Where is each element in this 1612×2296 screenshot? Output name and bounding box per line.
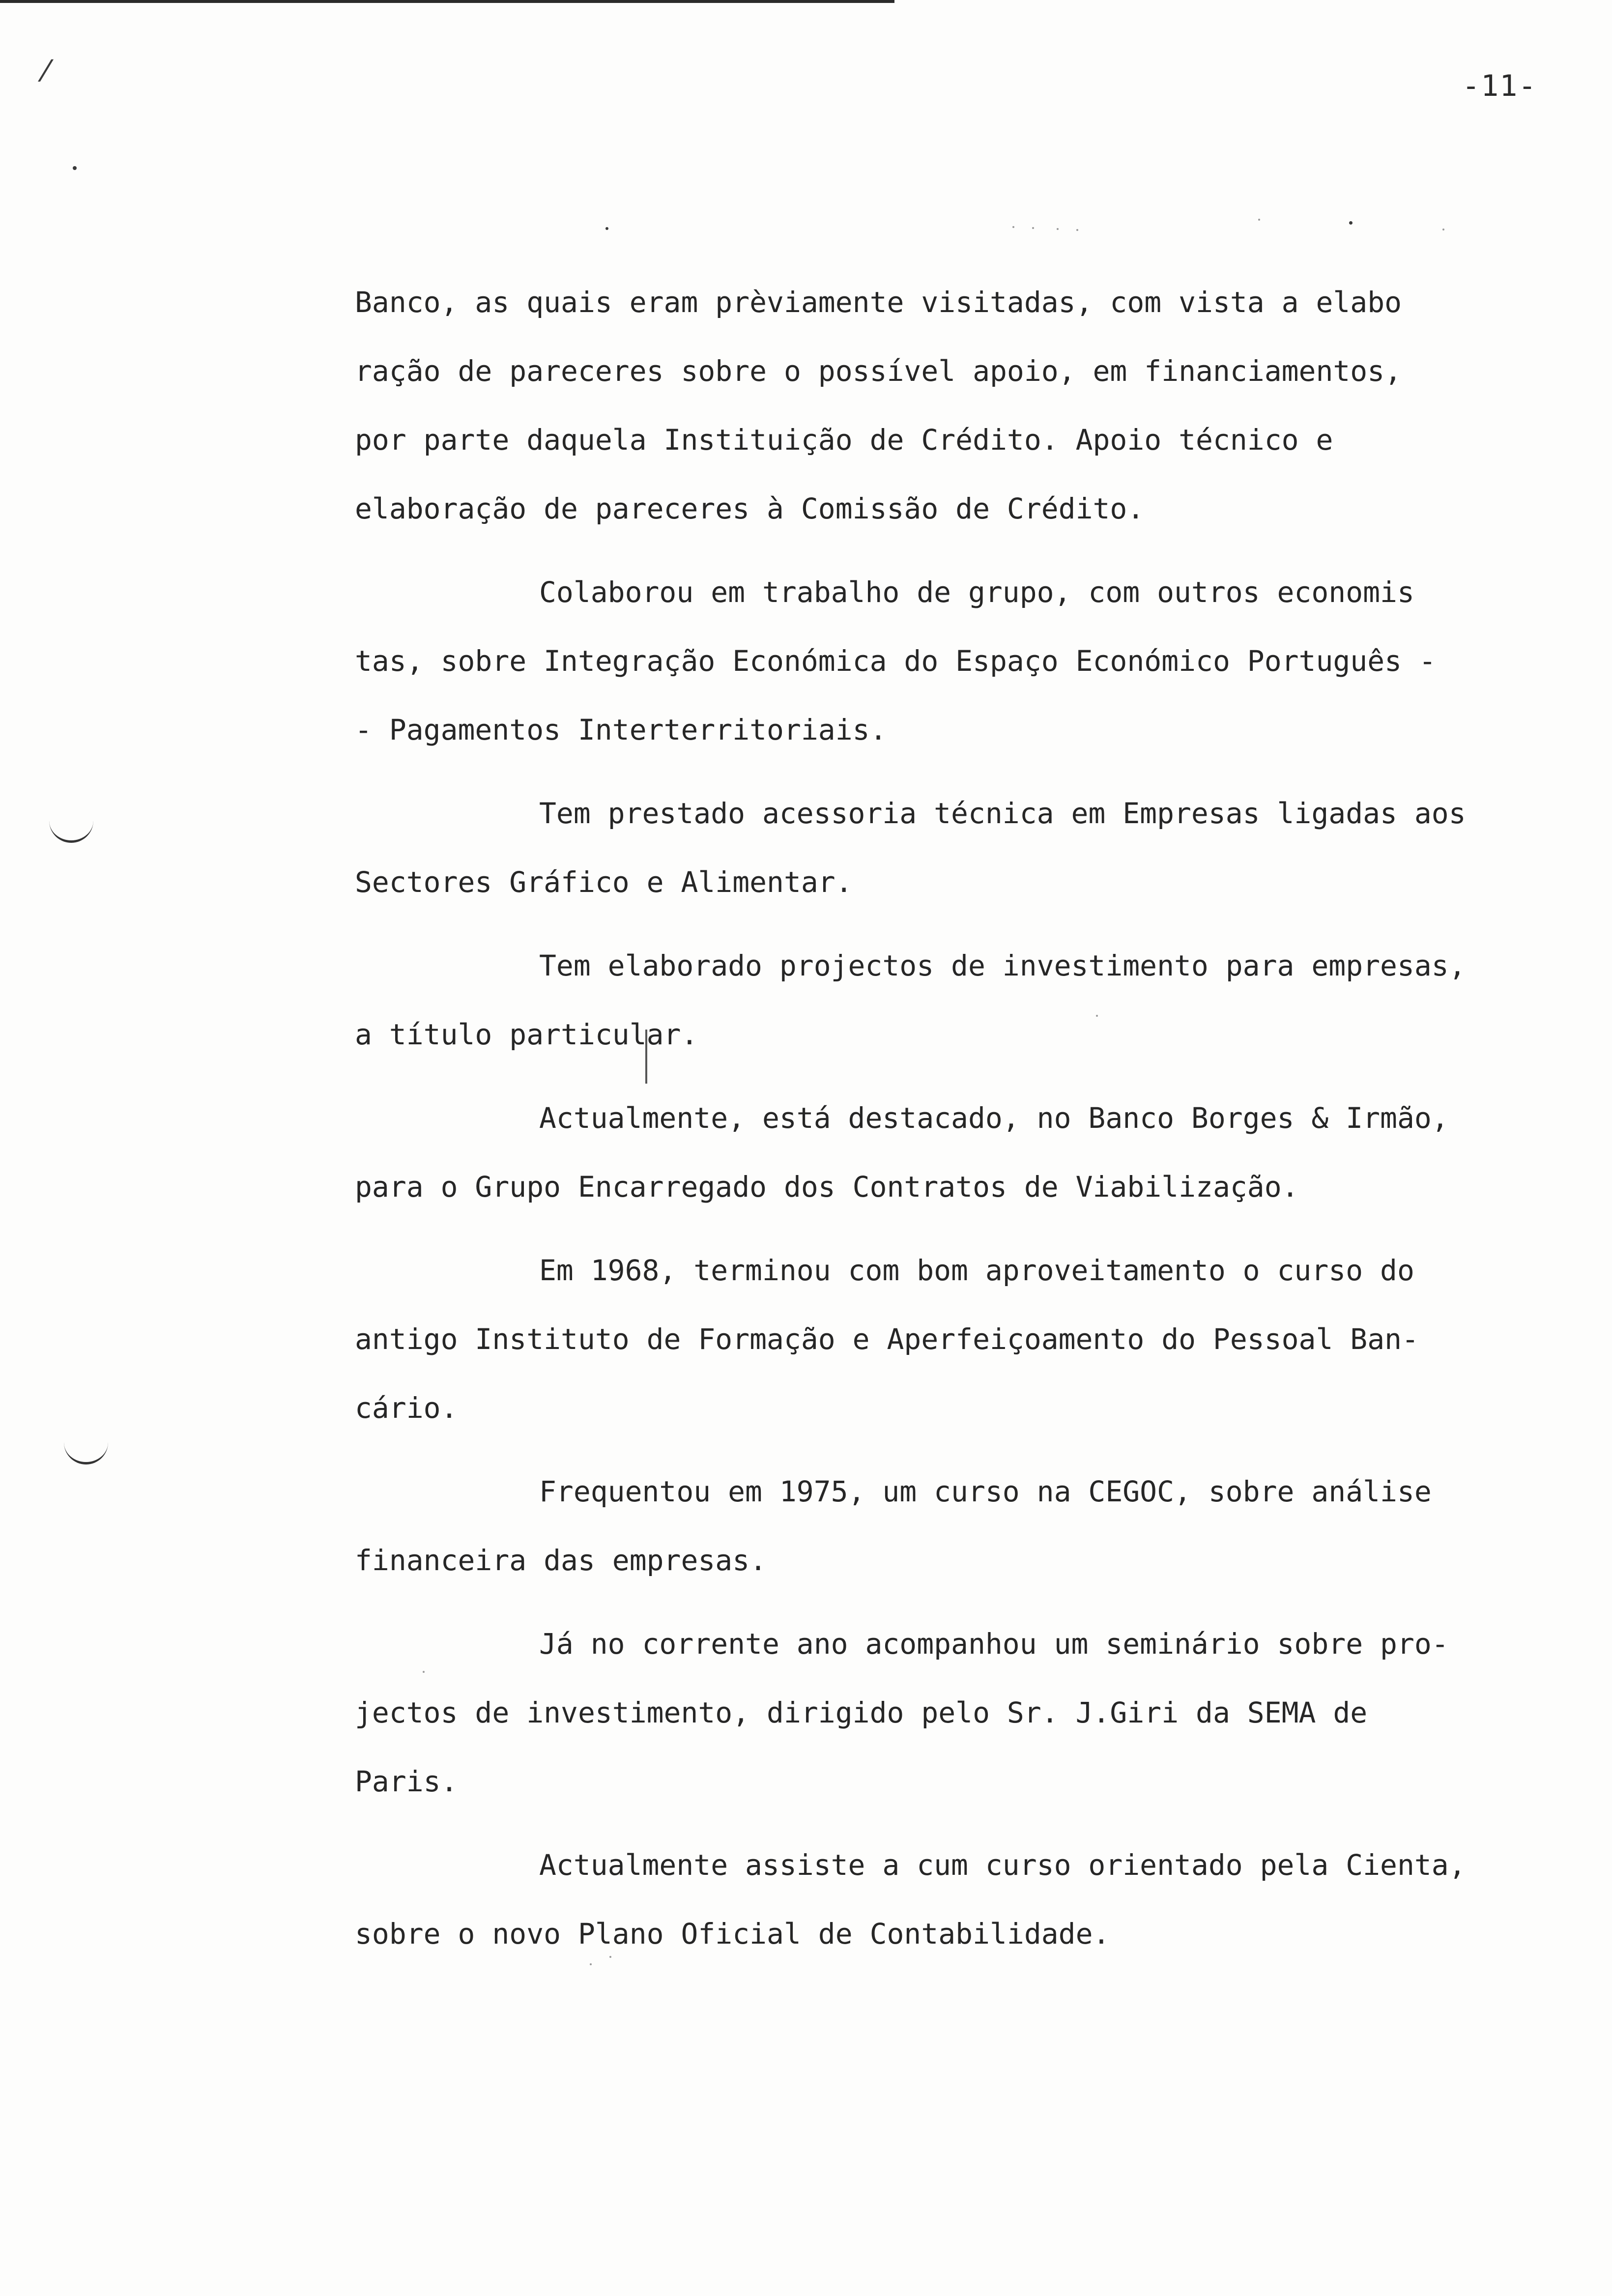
text-line: por parte daquela Instituição de Crédito. Apoio técnico e [355,423,1333,457]
scan-speck [1057,228,1059,230]
scan-artifact-mark: ⁄ [43,54,49,88]
text-line: Em 1968, terminou com bom aproveitamento o curso do [539,1254,1414,1287]
scan-speck [1032,227,1034,229]
paragraph-gap [355,917,1515,931]
paragraph-gap [355,1442,1515,1457]
text-line: jectos de investimento, dirigido pelo Sr. J.Giri da SEMA de [355,1696,1368,1729]
paragraph [355,1084,1515,1221]
paragraph-gap [355,1816,1515,1831]
paragraph [355,931,1515,1069]
text-line: Banco, as quais eram prèviamente visitadas, com vista a elabo [355,286,1402,319]
paragraph [355,779,1515,917]
text-line: Actualmente, está destacado, no Banco Borges & Irmão, [539,1101,1449,1135]
paragraph [355,268,1515,543]
text-line: Tem elaborado projectos de investimento para empresas, [539,949,1466,982]
document-body [355,268,1515,1968]
punch-hole-mark [49,821,93,843]
text-line: Frequentou em 1975, um curso na CEGOC, sobre análise [539,1475,1432,1508]
scan-artifact-dot [605,227,608,230]
scan-speck [1012,226,1014,228]
paragraph [355,1457,1515,1595]
paragraph [355,1236,1515,1442]
text-line: sobre o novo Plano Oficial de Contabilidade. [355,1917,1110,1951]
scan-speck [1076,229,1078,231]
text-line: elaboração de pareceres à Comissão de Crédito. [355,492,1145,525]
top-edge-rule [0,0,894,3]
scan-artifact-dot [1349,221,1353,225]
paragraph-gap [355,1069,1515,1084]
text-line: ração de pareceres sobre o possível apoio, em financiamentos, [355,354,1402,388]
text-line: Actualmente assiste a cum curso orientado pela Cienta, [539,1848,1466,1882]
text-line: Sectores Gráfico e Alimentar. [355,865,853,899]
text-line: cário. [355,1391,458,1425]
text-line: Já no corrente ano acompanhou um seminário sobre pro- [539,1627,1449,1661]
text-line: para o Grupo Encarregado dos Contratos de Viabilização. [355,1170,1299,1204]
scan-speck [1258,219,1260,221]
page-number: -11- [1462,69,1537,103]
text-line: tas, sobre Integração Económica do Espaço Económico Português - [355,644,1436,678]
text-line: a título particular. [355,1018,698,1051]
paragraph [355,558,1515,764]
text-line: Paris. [355,1765,458,1798]
text-line: financeira das empresas. [355,1544,767,1577]
paragraph-gap [355,1221,1515,1236]
text-line: - Pagamentos Interterritoriais. [355,713,887,746]
paragraph [355,1831,1515,1968]
text-line: Colaborou em trabalho de grupo, com outros economis [539,575,1414,609]
paragraph [355,1609,1515,1816]
text-line: Tem prestado acessoria técnica em Empresas ligadas aos [539,797,1466,830]
paragraph-gap [355,764,1515,779]
paragraph-gap [355,1595,1515,1609]
scan-artifact-dot [73,166,77,170]
punch-hole-mark [64,1442,108,1464]
text-line: antigo Instituto de Formação e Aperfeiçoamento do Pessoal Ban- [355,1322,1419,1356]
scan-speck [1442,229,1444,230]
paragraph-gap [355,543,1515,558]
